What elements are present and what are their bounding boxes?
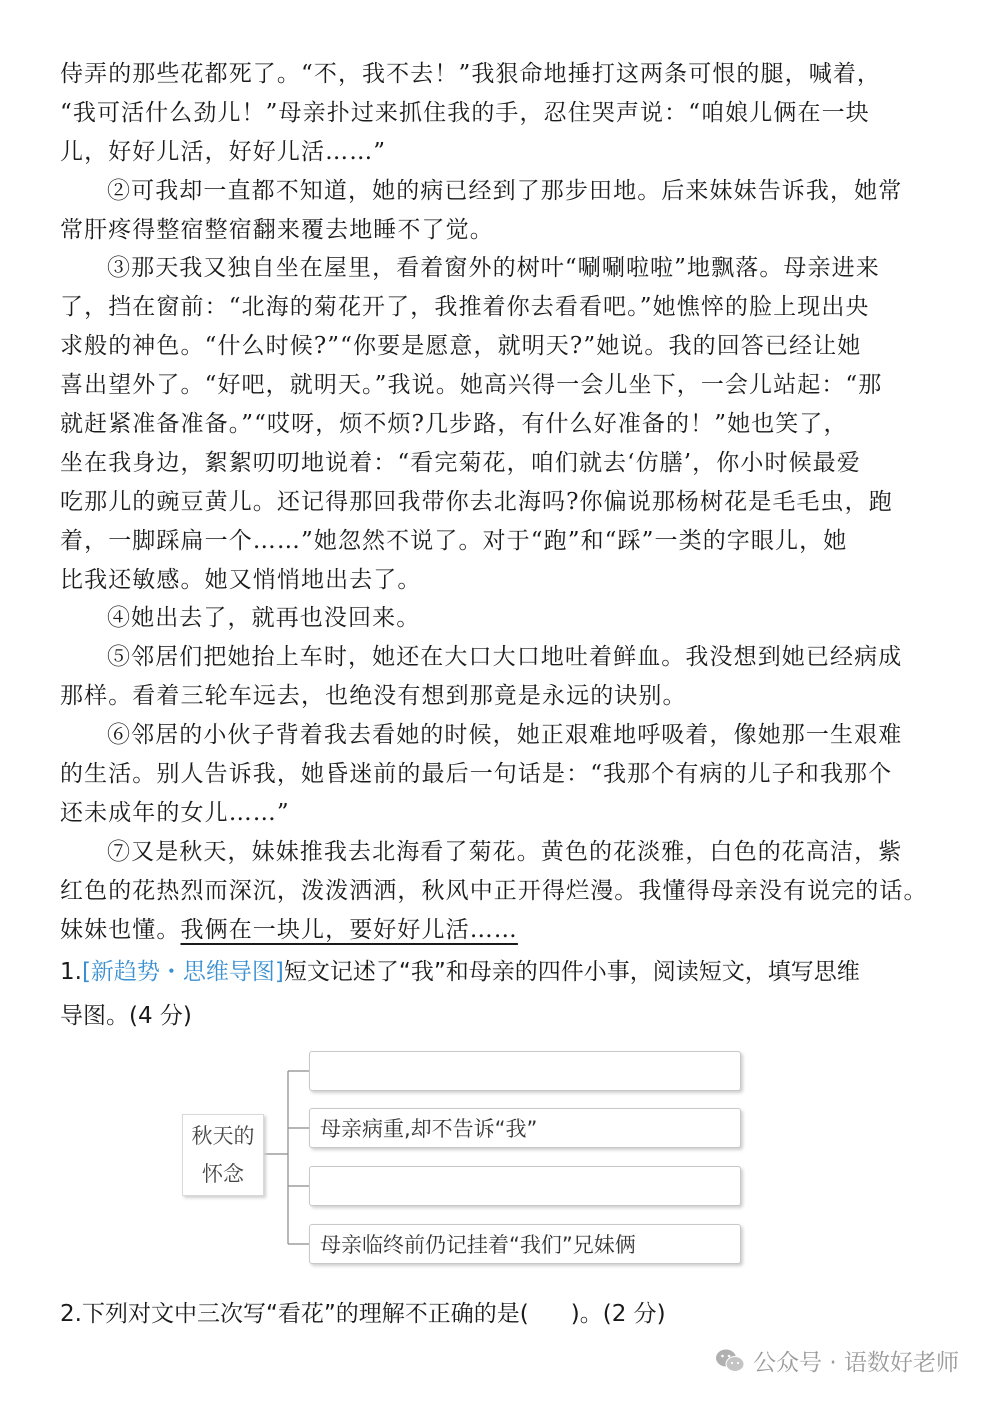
mind-map-branch-2: 母亲病重,却不告诉“我”: [309, 1108, 741, 1148]
mind-map-branch-4: 母亲临终前仍记挂着“我们”兄妹俩: [309, 1224, 741, 1264]
root-line-2: 怀念: [202, 1162, 244, 1186]
question-1-line-2: 导图。(4 分): [60, 1003, 192, 1029]
mind-map-blank-3[interactable]: [309, 1166, 741, 1206]
paragraph-3-start: ③那天我又独自坐在屋里，看着窗外的树叶“唰唰啦啦”地飘落。母亲进来: [107, 255, 880, 282]
passage-line: 还未成年的女儿……”: [60, 799, 290, 826]
passage-line: 了，挡在窗前：“北海的菊花开了，我推着你去看看吧。”她憔悴的脸上现出央: [60, 294, 870, 321]
passage-line: 常肝疼得整宿整宿翻来覆去地睡不了觉。: [60, 216, 494, 243]
reading-passage: [60, 55, 932, 949]
question-1-text: 短文记述了“我”和母亲的四件小事，阅读短文，填写思维: [283, 959, 860, 985]
last-line-plain: 妹妹也懂。: [60, 916, 181, 943]
question-1-line-1: [60, 950, 860, 994]
question-2: [60, 1292, 666, 1336]
passage-line: 求般的神色。“什么时候?”“你要是愿意，就明天?”她说。我的回答已经让她: [60, 333, 862, 360]
mind-map-blank-1[interactable]: [309, 1051, 741, 1091]
paragraph-4: ④她出去了，就再也没回来。: [107, 605, 421, 632]
passage-last-line: [60, 911, 932, 950]
watermark: [715, 1344, 959, 1377]
paragraph-5-start: ⑤邻居们把她抬上车时，她还在大口大口地吐着鲜血。我没想到她已经病成: [107, 644, 903, 671]
passage-line: 的生活。别人告诉我，她昏迷前的最后一句话是：“我那个有病的儿子和我那个: [60, 761, 893, 788]
passage-line: 着，一脚踩扁一个……”她忽然不说了。对于“跑”和“踩”一类的字眼儿，她: [60, 527, 848, 554]
passage-line: 坐在我身边，絮絮叨叨地说着：“看完菊花，咱们就去‘仿膳’，你小时候最爱: [60, 449, 861, 476]
watermark-text: 公众号 · 语数好老师: [753, 1350, 959, 1376]
passage-line: 红色的花热烈而深沉，泼泼洒洒，秋风中正开得烂漫。我懂得母亲没有说完的话。: [60, 877, 928, 904]
root-line-1: 秋天的: [191, 1124, 255, 1148]
paragraph-2-start: ②可我却一直都不知道，她的病已经到了那步田地。后来妹妹告诉我，她常: [107, 177, 903, 204]
passage-line: 就赶紧准备准备。”“哎呀，烦不烦?几步路，有什么好准备的！”她也笑了，: [60, 411, 848, 438]
passage-line: 喜出望外了。“好吧，就明天。”我说。她高兴得一会儿坐下，一会儿站起：“那: [60, 372, 883, 399]
question-2-tail: )。(2 分): [570, 1301, 666, 1327]
paragraph-7-start: ⑦又是秋天，妹妹推我去北海看了菊花。黄色的花淡雅，白色的花高洁，紫: [107, 838, 903, 865]
passage-line: 吃那儿的豌豆黄儿。还记得那回我带你去北海吗?你偏说那杨树花是毛毛虫，跑: [60, 488, 893, 515]
passage-line: 那样。看着三轮车远去，也绝没有想到那竟是永远的诀别。: [60, 683, 687, 710]
question-1-number: 1.: [60, 959, 82, 985]
question-1-tag: [新趋势・思维导图]: [81, 959, 284, 985]
wechat-icon: [715, 1348, 745, 1374]
passage-line: 侍弄的那些花都死了。“不，我不去！”我狠命地捶打这两条可恨的腿，喊着，: [60, 61, 882, 87]
mind-map-root: [182, 1114, 264, 1196]
underlined-sentence: 我俩在一块儿，要好好儿活……: [180, 916, 518, 943]
passage-line: “我可活什么劲儿！”母亲扑过来抓住我的手，忍住哭声说：“咱娘儿俩在一块: [60, 99, 870, 126]
paragraph-6-start: ⑥邻居的小伙子背着我去看她的时候，她正艰难地呼吸着，像她那一生艰难: [107, 722, 903, 749]
question-2-text: 2.下列对文中三次写“看花”的理解不正确的是(: [60, 1301, 529, 1327]
passage-line: 比我还敏感。她又悄悄地出去了。: [60, 566, 422, 593]
question-1: [60, 950, 860, 1038]
passage-line: 儿，好好儿活，好好儿活……”: [60, 138, 387, 165]
